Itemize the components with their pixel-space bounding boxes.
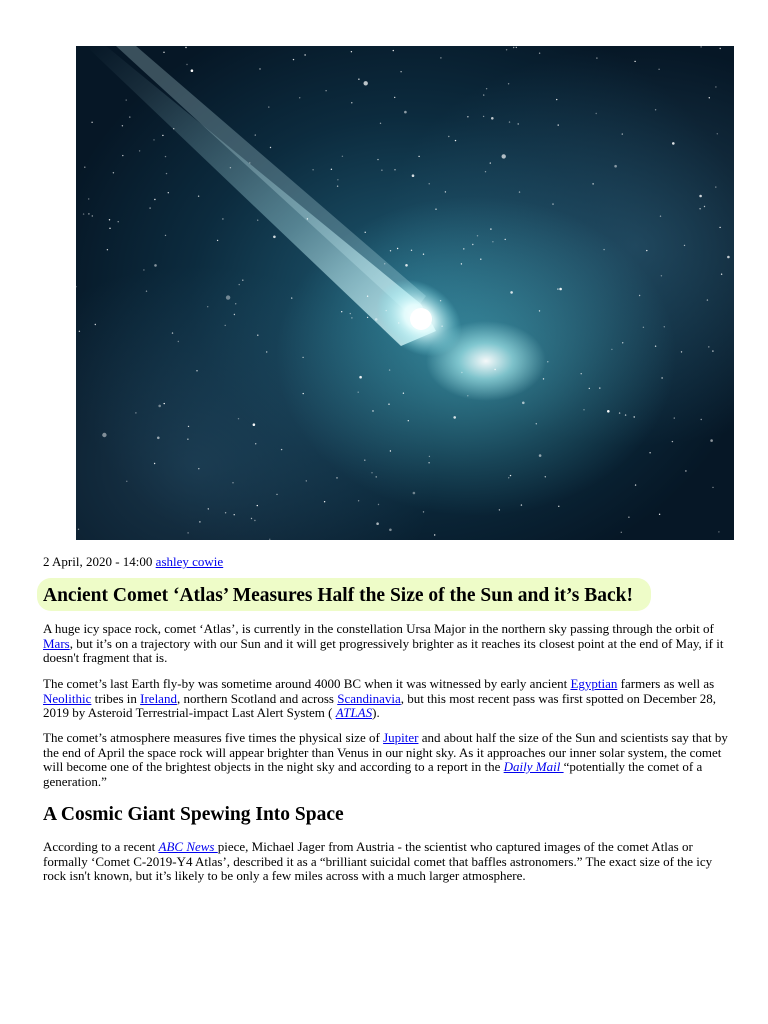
star — [715, 186, 716, 187]
star — [518, 123, 519, 124]
star — [187, 439, 188, 440]
article-meta — [43, 554, 223, 569]
star — [384, 263, 385, 264]
star — [376, 476, 377, 477]
star — [178, 341, 179, 342]
star — [91, 122, 92, 123]
star — [342, 156, 343, 157]
star — [235, 303, 236, 304]
text: According to a recent — [43, 839, 159, 854]
star — [364, 81, 368, 85]
star — [455, 140, 456, 141]
text: The comet’s atmosphere measures five times the physical size of — [43, 730, 384, 745]
star — [162, 135, 163, 136]
star — [217, 240, 218, 241]
star — [429, 456, 430, 457]
star — [157, 437, 160, 440]
star — [358, 500, 359, 501]
star — [397, 248, 398, 249]
star — [375, 318, 378, 321]
star — [394, 97, 395, 98]
star — [351, 51, 352, 52]
star — [413, 492, 416, 495]
star — [510, 475, 511, 476]
star — [266, 351, 267, 352]
star — [506, 49, 507, 50]
star — [418, 156, 419, 157]
star — [400, 71, 401, 72]
star — [513, 47, 514, 48]
star — [390, 450, 391, 451]
star — [491, 117, 494, 120]
star — [378, 504, 379, 505]
star — [685, 470, 686, 471]
star — [423, 254, 424, 255]
star — [721, 274, 722, 275]
star — [681, 351, 682, 352]
paragraph-2 — [43, 677, 731, 721]
star — [490, 162, 491, 163]
star — [628, 517, 629, 518]
star — [508, 83, 509, 84]
star — [386, 310, 387, 311]
star — [350, 313, 351, 314]
text: , but this most recent pass was first spotted on December 28, 2019 by Asteroid Terrestrial-impact Last Alert System ( — [43, 690, 716, 720]
star — [222, 218, 223, 219]
star — [88, 198, 89, 199]
star — [557, 288, 558, 289]
star — [684, 245, 685, 246]
star — [483, 116, 484, 117]
star — [543, 378, 544, 379]
star — [619, 412, 620, 413]
star — [257, 335, 258, 336]
star — [226, 295, 230, 299]
star — [634, 416, 635, 417]
star — [596, 113, 597, 114]
star — [592, 183, 593, 184]
article-title: Ancient Comet ‘Atlas’ Measures Half the Size of the Sun and it’s Back! — [43, 585, 634, 606]
star — [78, 529, 79, 530]
star — [699, 208, 700, 209]
star — [622, 133, 623, 134]
star — [234, 514, 235, 515]
star — [720, 48, 721, 49]
star — [299, 97, 300, 98]
star — [519, 191, 520, 192]
star — [704, 206, 705, 207]
star — [122, 155, 123, 156]
star — [232, 482, 233, 483]
star — [84, 167, 85, 168]
star — [510, 291, 513, 294]
star — [649, 452, 650, 453]
star — [122, 125, 123, 126]
star — [273, 236, 276, 239]
star — [109, 228, 110, 229]
star — [367, 296, 368, 297]
star — [492, 241, 493, 242]
star — [198, 468, 199, 469]
comet-illustration — [76, 46, 734, 540]
star — [336, 477, 337, 478]
star — [225, 325, 226, 326]
star — [196, 370, 197, 371]
star — [589, 388, 590, 389]
star — [709, 97, 710, 98]
star — [242, 280, 243, 281]
star — [312, 169, 313, 170]
star — [269, 539, 270, 540]
star — [365, 232, 366, 233]
author-link[interactable]: ashley cowie — [155, 554, 224, 569]
star — [198, 196, 199, 197]
star — [485, 171, 486, 172]
star — [486, 88, 487, 89]
star — [251, 518, 252, 519]
star — [412, 174, 415, 177]
star — [655, 109, 656, 110]
star — [522, 402, 525, 405]
star — [149, 207, 150, 208]
star — [472, 244, 473, 245]
star — [92, 215, 93, 216]
star — [708, 346, 709, 347]
star — [325, 90, 326, 91]
star — [429, 183, 430, 184]
star — [483, 94, 484, 95]
star — [559, 288, 562, 291]
star — [341, 311, 342, 312]
star — [622, 342, 623, 343]
star — [712, 350, 713, 351]
star — [423, 511, 424, 512]
star — [259, 68, 260, 69]
star — [499, 509, 500, 510]
star — [351, 102, 352, 103]
star — [337, 186, 338, 187]
star — [376, 522, 379, 525]
star — [191, 69, 194, 72]
star — [293, 59, 294, 60]
star — [390, 250, 391, 251]
star — [129, 116, 130, 117]
star — [225, 512, 226, 513]
star — [643, 327, 644, 328]
star — [254, 520, 255, 521]
star — [208, 508, 209, 509]
star — [146, 291, 147, 292]
star — [185, 47, 186, 48]
text: farmers as well as — [617, 676, 715, 691]
star — [664, 326, 665, 327]
article-date: 2 April, 2020 - 14:00 — [43, 554, 153, 569]
star — [505, 239, 506, 240]
star — [239, 284, 240, 285]
link-ireland[interactable]: Ireland — [140, 690, 177, 706]
star — [337, 179, 338, 180]
star — [95, 324, 96, 325]
star — [547, 361, 548, 362]
star — [717, 133, 718, 134]
star — [113, 172, 114, 173]
star — [83, 213, 84, 214]
text: and about half the size of the Sun and scientists say that by the end of April the space rock will appear brighter than Venus in our night sky. As it approaches our inner solar system, the comet will become one of the brightest objects in the night sky and according to a report in the — [43, 730, 728, 774]
star — [380, 123, 381, 124]
star — [441, 326, 442, 327]
star — [257, 220, 258, 221]
star — [494, 369, 495, 370]
star — [163, 52, 164, 53]
star — [634, 61, 635, 62]
star — [639, 295, 640, 296]
star — [389, 529, 392, 532]
link-neolithic[interactable]: Neolithic — [43, 690, 92, 706]
star — [291, 297, 292, 298]
star — [660, 216, 661, 217]
star — [467, 395, 468, 396]
star — [153, 139, 154, 140]
star — [107, 249, 108, 250]
star — [719, 227, 720, 228]
paragraph-3 — [43, 731, 731, 789]
star — [324, 501, 325, 502]
star — [257, 505, 258, 506]
star — [367, 317, 368, 318]
text: The comet’s last Earth fly-by was sometime around 4000 BC when it was witnessed by early ancient — [43, 676, 571, 691]
star — [581, 373, 582, 374]
headline-highlight — [37, 578, 651, 611]
star — [715, 86, 716, 87]
star — [126, 481, 127, 482]
star — [556, 99, 557, 100]
star — [389, 369, 390, 370]
star — [403, 393, 404, 394]
star — [625, 414, 626, 415]
star — [359, 376, 362, 379]
star — [583, 409, 584, 410]
star — [718, 531, 719, 532]
star — [408, 420, 409, 421]
star — [545, 476, 546, 477]
star — [173, 128, 174, 129]
star — [398, 322, 399, 323]
text: ). — [372, 705, 380, 720]
star — [661, 377, 662, 378]
star — [154, 463, 155, 464]
star — [187, 532, 188, 533]
star — [199, 521, 200, 522]
star — [238, 418, 239, 419]
star — [109, 219, 110, 220]
star — [165, 235, 166, 236]
star — [516, 47, 517, 48]
star — [635, 484, 636, 485]
star — [351, 317, 352, 318]
star — [701, 419, 702, 420]
star — [270, 147, 271, 148]
star — [710, 439, 713, 442]
link-egyptian[interactable]: Egyptian — [570, 676, 618, 691]
star — [659, 514, 660, 515]
star — [712, 487, 713, 488]
paragraph-4 — [43, 840, 731, 884]
star — [655, 346, 656, 347]
star — [102, 433, 106, 437]
star — [480, 259, 481, 260]
star — [358, 79, 359, 80]
star — [388, 404, 389, 405]
star — [126, 99, 127, 100]
text: A huge icy space rock, comet ‘Atlas’, is currently in the constellation Ursa Major in the northern sky passing through the orbit of — [43, 621, 714, 636]
star — [302, 357, 303, 358]
star — [674, 417, 675, 418]
star — [268, 106, 269, 107]
star — [552, 203, 553, 204]
star — [607, 410, 610, 413]
star — [158, 405, 161, 408]
star — [168, 192, 169, 193]
star — [255, 134, 256, 135]
star — [253, 423, 256, 426]
star — [230, 167, 231, 168]
star — [371, 472, 372, 473]
star — [596, 57, 597, 58]
star — [727, 256, 730, 259]
star — [440, 57, 441, 58]
star — [502, 154, 506, 158]
star — [307, 218, 308, 219]
star — [166, 173, 167, 174]
star — [467, 116, 468, 117]
star — [172, 332, 173, 333]
star — [377, 159, 378, 160]
link-abc-news[interactable]: ABC News — [158, 839, 218, 854]
star — [358, 392, 359, 393]
star — [461, 263, 462, 264]
star — [76, 286, 77, 287]
star — [434, 534, 435, 535]
link-atlas[interactable]: ATLAS — [335, 705, 373, 720]
star — [411, 250, 412, 251]
star — [661, 275, 662, 276]
star — [164, 403, 165, 404]
star — [599, 387, 600, 388]
star — [405, 264, 408, 267]
star — [381, 170, 382, 171]
star — [539, 53, 540, 54]
link-daily-mail[interactable]: Daily Mail — [503, 759, 564, 774]
star — [165, 156, 166, 157]
star — [394, 169, 395, 170]
star — [707, 299, 708, 300]
text: , but it’s on a trajectory with our Sun and it will get progressively brighter as it reaches its closest point at the end of May, if it doesn't fragment that is. — [43, 635, 724, 665]
star — [508, 477, 509, 478]
section-heading: A Cosmic Giant Spewing Into Space — [43, 804, 344, 825]
star — [331, 169, 332, 170]
star — [558, 506, 559, 507]
star — [139, 150, 140, 151]
star — [672, 142, 675, 145]
star — [304, 54, 305, 55]
star — [255, 443, 256, 444]
star — [558, 124, 559, 125]
text: “potentially the comet of a generation.” — [43, 759, 703, 789]
link-mars[interactable]: Mars — [43, 635, 70, 651]
star — [372, 410, 373, 411]
star — [611, 349, 612, 350]
star — [306, 480, 307, 481]
star — [154, 264, 157, 267]
comet-hero-image — [76, 46, 734, 540]
star — [461, 372, 462, 373]
link-scandinavia[interactable]: Scandinavia — [337, 690, 401, 706]
star — [521, 504, 522, 505]
star — [88, 213, 89, 214]
star — [621, 532, 622, 533]
star — [658, 69, 659, 70]
text: piece, Michael Jager from Austria - the scientist who captured images of the comet Atlas or formally ‘Comet C-2019-Y4 Atlas’, described it as a “brilliant suicidal comet that baffles astronomers.” The exact size of the icy rock isn't known, but it’s likely to be only a few miles across with a much larger atmosphere. — [43, 839, 713, 883]
star — [79, 331, 80, 332]
star — [536, 423, 537, 424]
star — [614, 165, 617, 168]
star — [699, 195, 702, 198]
star — [490, 228, 491, 229]
star — [276, 494, 277, 495]
star — [603, 249, 604, 250]
text: tribes in — [91, 690, 141, 706]
star — [364, 460, 365, 461]
link-jupiter[interactable]: Jupiter — [383, 730, 419, 745]
star — [539, 310, 540, 311]
star — [135, 412, 136, 413]
star — [453, 416, 456, 419]
star — [448, 136, 449, 137]
star — [118, 221, 119, 222]
star — [143, 269, 144, 270]
star — [700, 46, 701, 47]
star — [393, 50, 394, 51]
star — [234, 314, 235, 315]
star — [428, 462, 429, 463]
star — [509, 121, 510, 122]
star — [303, 393, 304, 394]
star — [281, 449, 282, 450]
star — [154, 199, 155, 200]
star — [477, 235, 478, 236]
paragraph-1 — [43, 622, 731, 666]
star — [672, 441, 673, 442]
star — [445, 191, 446, 192]
text: , northern Scotland and across — [176, 690, 338, 706]
star — [207, 306, 208, 307]
star — [188, 426, 189, 427]
star — [463, 248, 464, 249]
star — [186, 64, 187, 65]
star — [404, 111, 407, 114]
star — [249, 162, 250, 163]
star — [440, 300, 441, 301]
star — [435, 209, 436, 210]
star — [539, 454, 542, 457]
star — [646, 250, 647, 251]
